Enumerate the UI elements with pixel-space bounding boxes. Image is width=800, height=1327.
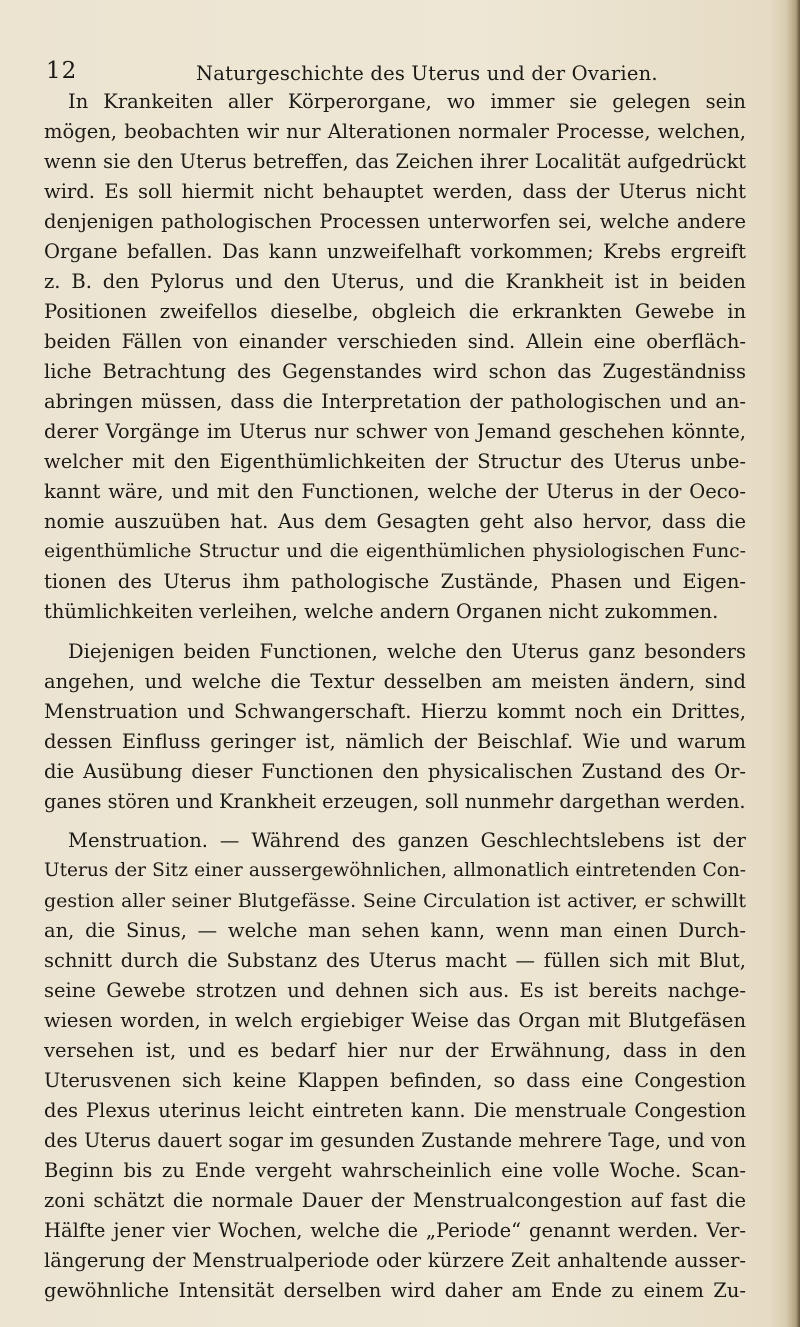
- text-line: Organe befallen. Das kann unzweifelhaft vorkommen; Krebs ergreift: [44, 240, 746, 263]
- text-line: seine Gewebe strotzen und dehnen sich aus. Es ist bereits nachge-: [44, 979, 746, 1002]
- text-line: gestion aller seiner Blutgefässe. Seine Circulation ist activer, er schwillt: [44, 890, 746, 912]
- text-line: Hälfte jener vier Wochen, welche die „Periode“ genannt werden. Ver-: [44, 1219, 746, 1242]
- text-line: nomie auszuüben hat. Aus dem Gesagten geht also hervor, dass die: [44, 510, 746, 533]
- text-line: eigenthümliche Structur und die eigenthümlichen physiologischen Func-: [44, 541, 746, 562]
- text-line: Uterusvenen sich keine Klappen befinden, so dass eine Congestion: [44, 1069, 746, 1092]
- text-line: angehen, und welche die Textur desselben am meisten ändern, sind: [44, 670, 746, 693]
- text-line: abringen müssen, dass die Interpretation der pathologischen und an-: [44, 390, 746, 413]
- text-line: zoni schätzt die normale Dauer der Menstrualcongestion auf fast die: [44, 1189, 746, 1212]
- text-line: des Uterus dauert sogar im gesunden Zustande mehrere Tage, und von: [44, 1129, 746, 1152]
- text-line: liche Betrachtung des Gegenstandes wird schon das Zugeständniss: [44, 360, 746, 383]
- text-line: des Plexus uterinus leicht eintreten kann. Die menstruale Congestion: [44, 1099, 746, 1122]
- text-line: tionen des Uterus ihm pathologische Zustände, Phasen und Eigen-: [44, 570, 746, 593]
- text-line: Positionen zweifellos dieselbe, obgleich die erkrankten Gewebe in: [44, 300, 746, 323]
- text-line: Uterus der Sitz einer aussergewöhnlichen, allmonatlich eintretenden Con-: [44, 860, 746, 881]
- text-line: Menstruation und Schwangerschaft. Hierzu kommt noch ein Drittes,: [44, 700, 746, 723]
- page-number: 12: [46, 58, 78, 84]
- text-line: In Krankeiten aller Körperorgane, wo immer sie gelegen sein: [68, 90, 746, 113]
- text-line: an, die Sinus, — welche man sehen kann, wenn man einen Durch-: [44, 919, 746, 942]
- text-line: mögen, beobachten wir nur Alterationen normaler Processe, welchen,: [44, 120, 746, 143]
- text-line: derer Vorgänge im Uterus nur schwer von Jemand geschehen könnte,: [44, 420, 746, 443]
- text-line: wiesen worden, in welch ergiebiger Weise das Organ mit Blutgefäsen: [44, 1009, 746, 1032]
- text-line: Beginn bis zu Ende vergeht wahrscheinlich eine volle Woche. Scan-: [44, 1159, 746, 1182]
- text-line: wird. Es soll hiermit nicht behauptet werden, dass der Uterus nicht: [44, 180, 746, 203]
- text-line: Menstruation. — Während des ganzen Geschlechtslebens ist der: [68, 829, 746, 852]
- text-line: z. B. den Pylorus und den Uterus, und die Krankheit ist in beiden: [44, 270, 746, 293]
- running-title: Naturgeschichte des Uterus und der Ovarien.: [196, 62, 658, 85]
- page-edge-shadow: [786, 0, 800, 1327]
- text-line: ganes stören und Krankheit erzeugen, soll nunmehr dargethan werden.: [44, 790, 746, 813]
- text-line: beiden Fällen von einander verschieden sind. Allein eine oberfläch-: [44, 330, 746, 353]
- text-line: versehen ist, und es bedarf hier nur der Erwähnung, dass in den: [44, 1039, 746, 1062]
- text-line: denjenigen pathologischen Processen unterworfen sei, welche andere: [44, 210, 746, 233]
- text-line: Diejenigen beiden Functionen, welche den Uterus ganz besonders: [68, 640, 746, 663]
- text-line: die Ausübung dieser Functionen den physicalischen Zustand des Or-: [44, 760, 746, 783]
- text-line: dessen Einfluss geringer ist, nämlich der Beischlaf. Wie und warum: [44, 730, 746, 753]
- text-line: schnitt durch die Substanz des Uterus macht — füllen sich mit Blut,: [44, 949, 746, 972]
- text-line: längerung der Menstrualperiode oder kürzere Zeit anhaltende ausser-: [44, 1249, 746, 1272]
- text-line: kannt wäre, und mit den Functionen, welche der Uterus in der Oeco-: [44, 480, 746, 503]
- text-line: wenn sie den Uterus betreffen, das Zeichen ihrer Localität aufgedrückt: [44, 150, 746, 173]
- text-line: thümlichkeiten verleihen, welche andern Organen nicht zukommen.: [44, 600, 719, 623]
- text-line: welcher mit den Eigenthümlichkeiten der Structur des Uterus unbe-: [44, 450, 746, 473]
- text-line: gewöhnliche Intensität derselben wird daher am Ende zu einem Zu-: [44, 1279, 746, 1302]
